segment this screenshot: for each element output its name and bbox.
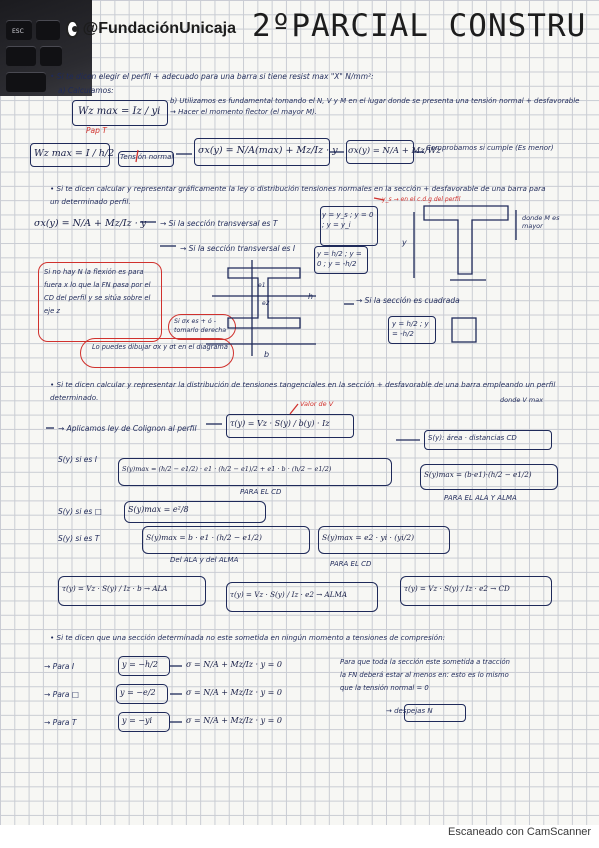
S-T-caption-2: PARA EL CD: [330, 560, 372, 568]
label-b: b: [264, 350, 270, 359]
label-h: h: [308, 292, 314, 301]
s2-sigma-formula: σx(y) = N/A + Mz/Iz · y: [34, 218, 147, 229]
S-alt-formula: S(y)max = (b·e1)·(h/2 − e1/2): [424, 470, 532, 479]
case-T-label: → Si la sección transversal es T: [160, 219, 278, 228]
wz-formula-b: Wz max = I / h/2: [34, 148, 115, 159]
S-T-label: S(y) si es T: [58, 534, 100, 543]
S-I-formula: S(y)max = (h/2 − e1/2) · e1 · (h/2 − e1)/2 + e1 · b · (h/2 − e1/2): [122, 465, 332, 473]
sigma-max-formula: σx(y) = N/A + Mz/Wz: [348, 146, 441, 156]
row-square-y: y = −e/2: [120, 688, 156, 697]
label-e1: e1: [258, 282, 266, 289]
scanner-watermark: Escaneado con CamScanner: [448, 826, 592, 838]
s4-side-note: Para que toda la sección este sometida a tracción la FN deberá estar al menos en: esto es lo mismo que la tensión normal = 0: [340, 658, 510, 692]
row-square-label: → Para □: [44, 690, 79, 699]
I-profile-sketch: [228, 268, 300, 328]
red-arrow-icon: [290, 404, 298, 414]
row-I-label: → Para I: [44, 662, 75, 671]
case-I-label: → Si la sección transversal es I: [180, 244, 296, 253]
sigma-general-formula: σx(y) = N/A(max) + Mz/Iz · y: [198, 145, 338, 156]
esc-key-label: ESC: [12, 28, 24, 35]
row-T-eq: σ = N/A + Mz/Iz · y = 0: [186, 716, 283, 725]
check-note: Comprobamos si cumple (Es menor): [426, 144, 554, 152]
S-square-formula: S(y)max = e²/8: [128, 505, 189, 514]
jourawski-label: → Aplicamos ley de Colignon al perfil: [58, 424, 197, 433]
S-note: S(y): área · distancias CD: [428, 434, 517, 442]
s1-step-a: a) Calculamos:: [58, 86, 114, 95]
row-square-eq: σ = N/A + Mz/Iz · y = 0: [186, 688, 283, 697]
page-title: 2ºPARCIAL CONSTRU: [252, 8, 587, 44]
s2-intro: • Si te dicen calcular y representar gráficamente la ley o distribución tensiones normales en la sección + desfavorable de una barra para un determinado perfil.: [50, 184, 546, 206]
row-I-eq: σ = N/A + Mz/Iz · y = 0: [186, 660, 283, 669]
tension-label: Tensión normal: [120, 153, 174, 161]
row-I-y: y = −h/2: [122, 660, 158, 669]
tau-alma-formula: τ(y) = Vz · S(y) / Iz · e2 → ALMA: [230, 590, 348, 599]
row-T-y: y = −yi: [122, 716, 153, 725]
wz-formula: Wz max = Iz / yi: [78, 106, 161, 117]
S-I-caption: PARA EL CD: [240, 488, 282, 496]
non-N-note: Si no hay N la flexión es para fuera x lo que la FN pasa por el CD del perfil y se sitúa sobre el eje z: [44, 268, 151, 315]
T-side-note: donde M es mayor: [522, 214, 560, 230]
sign-note: Si σx es + ó - tomarlo derecha: [174, 318, 227, 334]
I-values: y = h/2 ; y = 0 ; y = -h/2: [317, 250, 362, 268]
row-T-label: → Para T: [44, 718, 77, 727]
label-y: y: [402, 238, 407, 247]
red-arrow-icon: [374, 198, 384, 200]
s1-step-b: b) Utilizamos es fundamental tomando el N, V y M en el lugar donde se presenta una tensión normal + desfavorable → Hacer el momento flector (el mayor M).: [170, 97, 580, 116]
square-values: y = h/2 ; y = -h/2: [392, 320, 429, 338]
tau-cd-formula: τ(y) = Vz · S(y) / Iz · e2 → CD: [404, 584, 510, 593]
T-profile-sketch: [424, 206, 508, 274]
S-square-label: S(y) si es □: [58, 507, 102, 516]
value-note: Valor de V: [300, 400, 334, 408]
S-alt-caption: PARA EL ALA Y ALMA: [444, 494, 517, 502]
brand-name: @FundaciónUnicaja: [82, 20, 236, 37]
case-square-label: → Si la sección es cuadrada: [356, 296, 460, 305]
s4-intro: • Si te dicen que una sección determinada no este sometida en ningún momento a tensiones de compresión:: [50, 633, 446, 642]
T-values: y = y_s ; y = 0 ; y = y_i: [322, 211, 374, 229]
where-note: donde V max: [500, 396, 544, 404]
S-T-formula-2: S(y)max = e2 · yi · (yi/2): [322, 533, 415, 542]
label-e2: e2: [262, 300, 270, 307]
tau-ala-formula: τ(y) = Vz · S(y) / Iz · b → ALA: [62, 584, 168, 593]
T-note: y_s → en el c.d.g del perfil: [382, 196, 461, 203]
s3-intro: • Si te dicen calcular y representar la distribución de tensiones tangenciales en la sección + desfavorable de una barra empleando un perfil determinado.: [50, 380, 556, 402]
S-I-label: S(y) si es I: [58, 455, 97, 464]
s1-intro: • Si te dicen elegir el perfil + adecuado para una barra si tiene resist max "X" N/mm²:: [50, 72, 374, 81]
tau-formula: τ(y) = Vz · S(y) / b(y) · Iz: [230, 419, 330, 428]
despejar-label: → despejas N: [386, 707, 433, 715]
wz-note: Pap T: [86, 126, 107, 135]
S-T-formula: S(y)max = b · e1 · (h/2 − e1/2): [146, 533, 262, 542]
square-section-sketch: [452, 318, 476, 342]
red-mark: [136, 150, 138, 162]
draw-note: Lo puedes dibujar σx y σt en el diagrama: [92, 343, 228, 351]
S-T-caption: Del ALA y del ALMA: [170, 556, 239, 564]
